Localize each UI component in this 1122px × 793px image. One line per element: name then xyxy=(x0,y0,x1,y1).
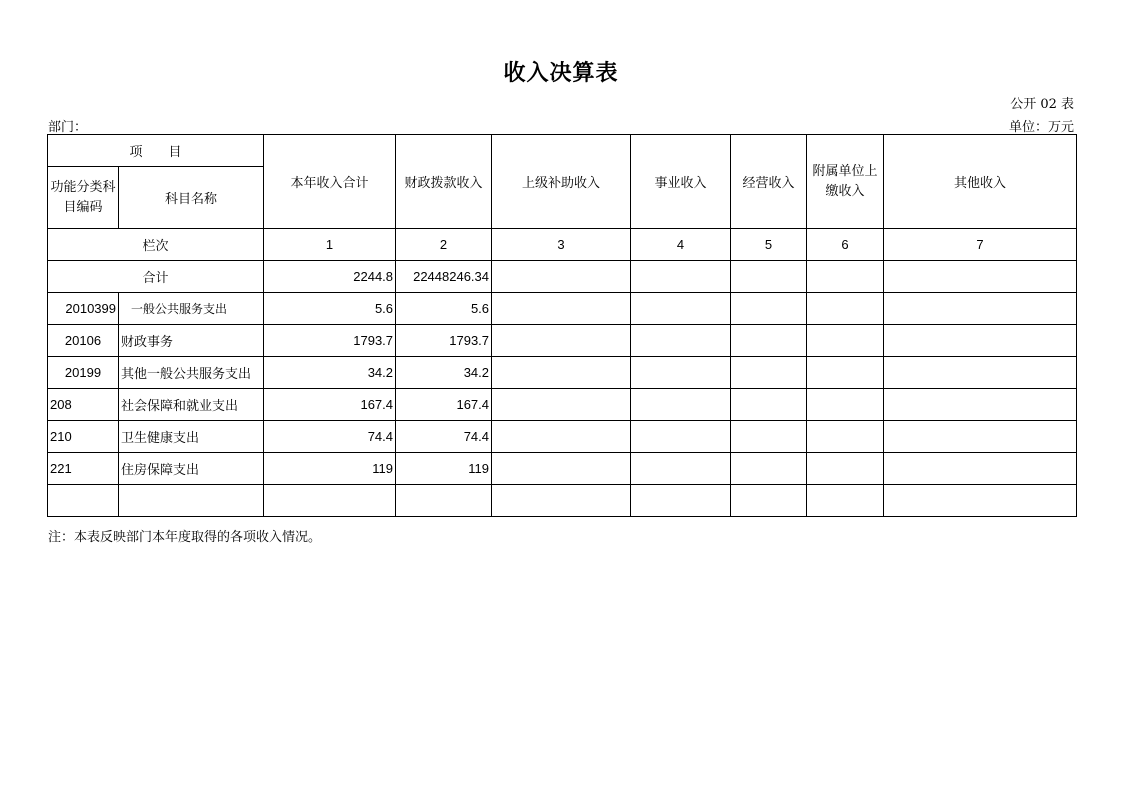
row-cell xyxy=(731,357,807,389)
row-cell xyxy=(492,325,631,357)
row-cell xyxy=(731,485,807,517)
department-label: 部门： xyxy=(48,120,88,135)
row-cell xyxy=(731,293,807,325)
total-cell: 2244.8 xyxy=(264,261,396,293)
total-row xyxy=(48,261,1077,293)
row-cell: 74.4 xyxy=(396,421,492,453)
row-cell: 119 xyxy=(396,453,492,485)
table-row xyxy=(48,485,1077,517)
row-cell xyxy=(807,389,884,421)
row-code: 208 xyxy=(48,389,119,421)
header-col-7: 其他收入 xyxy=(884,135,1077,229)
col-index-cell: 4 xyxy=(631,229,731,261)
row-cell xyxy=(492,485,631,517)
row-code: 221 xyxy=(48,453,119,485)
row-cell: 1793.7 xyxy=(396,325,492,357)
header-item-group: 项 目 xyxy=(48,135,264,167)
total-cell xyxy=(884,261,1077,293)
header-col-3: 上级补助收入 xyxy=(492,135,631,229)
total-cell: 22448246.34 xyxy=(396,261,492,293)
header-col-5: 经营收入 xyxy=(731,135,807,229)
row-cell xyxy=(631,453,731,485)
row-cell xyxy=(396,485,492,517)
income-table xyxy=(47,134,1077,517)
row-cell xyxy=(807,293,884,325)
row-cell xyxy=(731,325,807,357)
col-index-cell: 6 xyxy=(807,229,884,261)
row-cell xyxy=(807,325,884,357)
row-code: 2010399 xyxy=(48,293,119,325)
row-code xyxy=(48,485,119,517)
row-code: 20199 xyxy=(48,357,119,389)
header-func-code: 功能分类科目编码 xyxy=(48,167,119,229)
row-cell: 74.4 xyxy=(264,421,396,453)
row-cell xyxy=(631,421,731,453)
col-index-cell: 1 xyxy=(264,229,396,261)
form-code: 公开 02 表 xyxy=(1010,97,1074,112)
row-cell xyxy=(807,485,884,517)
row-cell xyxy=(884,389,1077,421)
col-index-cell: 3 xyxy=(492,229,631,261)
row-cell xyxy=(631,293,731,325)
table-row xyxy=(48,293,1077,325)
header-col-6: 附属单位上缴收入 xyxy=(807,135,884,229)
row-cell xyxy=(807,421,884,453)
table-row xyxy=(48,421,1077,453)
row-cell xyxy=(631,485,731,517)
col-index-label: 栏次 xyxy=(48,229,264,261)
row-name: 住房保障支出 xyxy=(119,453,264,485)
row-cell xyxy=(884,421,1077,453)
row-cell xyxy=(731,421,807,453)
row-cell: 34.2 xyxy=(264,357,396,389)
row-cell xyxy=(884,293,1077,325)
col-index-cell: 5 xyxy=(731,229,807,261)
header-col-1: 本年收入合计 xyxy=(264,135,396,229)
table-row xyxy=(48,389,1077,421)
col-index-row xyxy=(48,229,1077,261)
row-cell xyxy=(264,485,396,517)
row-cell: 167.4 xyxy=(264,389,396,421)
row-name: 财政事务 xyxy=(119,325,264,357)
row-cell xyxy=(492,453,631,485)
footnote: 注：本表反映部门本年度取得的各项收入情况。 xyxy=(48,530,322,545)
header-subject-name: 科目名称 xyxy=(119,167,264,229)
row-name: 卫生健康支出 xyxy=(119,421,264,453)
col-index-cell: 2 xyxy=(396,229,492,261)
total-label: 合计 xyxy=(48,261,264,293)
total-cell xyxy=(731,261,807,293)
row-cell xyxy=(492,389,631,421)
header-col-4: 事业收入 xyxy=(631,135,731,229)
row-name xyxy=(119,485,264,517)
table-row xyxy=(48,325,1077,357)
page-title: 收入决算表 xyxy=(503,60,619,86)
row-name: 一般公共服务支出 xyxy=(119,293,264,325)
row-cell: 119 xyxy=(264,453,396,485)
table-row xyxy=(48,357,1077,389)
row-cell xyxy=(631,357,731,389)
row-name: 其他一般公共服务支出 xyxy=(119,357,264,389)
header-col-2: 财政拨款收入 xyxy=(396,135,492,229)
row-cell xyxy=(884,453,1077,485)
row-cell xyxy=(884,357,1077,389)
row-cell xyxy=(807,357,884,389)
row-cell xyxy=(492,357,631,389)
row-cell xyxy=(884,325,1077,357)
row-cell xyxy=(731,453,807,485)
row-cell xyxy=(807,453,884,485)
table-row xyxy=(48,453,1077,485)
total-cell xyxy=(492,261,631,293)
row-code: 20106 xyxy=(48,325,119,357)
total-cell xyxy=(631,261,731,293)
row-cell xyxy=(492,293,631,325)
row-cell xyxy=(631,389,731,421)
row-name: 社会保障和就业支出 xyxy=(119,389,264,421)
col-index-cell: 7 xyxy=(884,229,1077,261)
row-code: 210 xyxy=(48,421,119,453)
row-cell: 5.6 xyxy=(264,293,396,325)
row-cell: 34.2 xyxy=(396,357,492,389)
row-cell xyxy=(884,485,1077,517)
row-cell: 5.6 xyxy=(396,293,492,325)
unit-label: 单位：万元 xyxy=(1008,120,1074,135)
row-cell xyxy=(631,325,731,357)
row-cell: 1793.7 xyxy=(264,325,396,357)
row-cell: 167.4 xyxy=(396,389,492,421)
row-cell xyxy=(492,421,631,453)
total-cell xyxy=(807,261,884,293)
row-cell xyxy=(731,389,807,421)
